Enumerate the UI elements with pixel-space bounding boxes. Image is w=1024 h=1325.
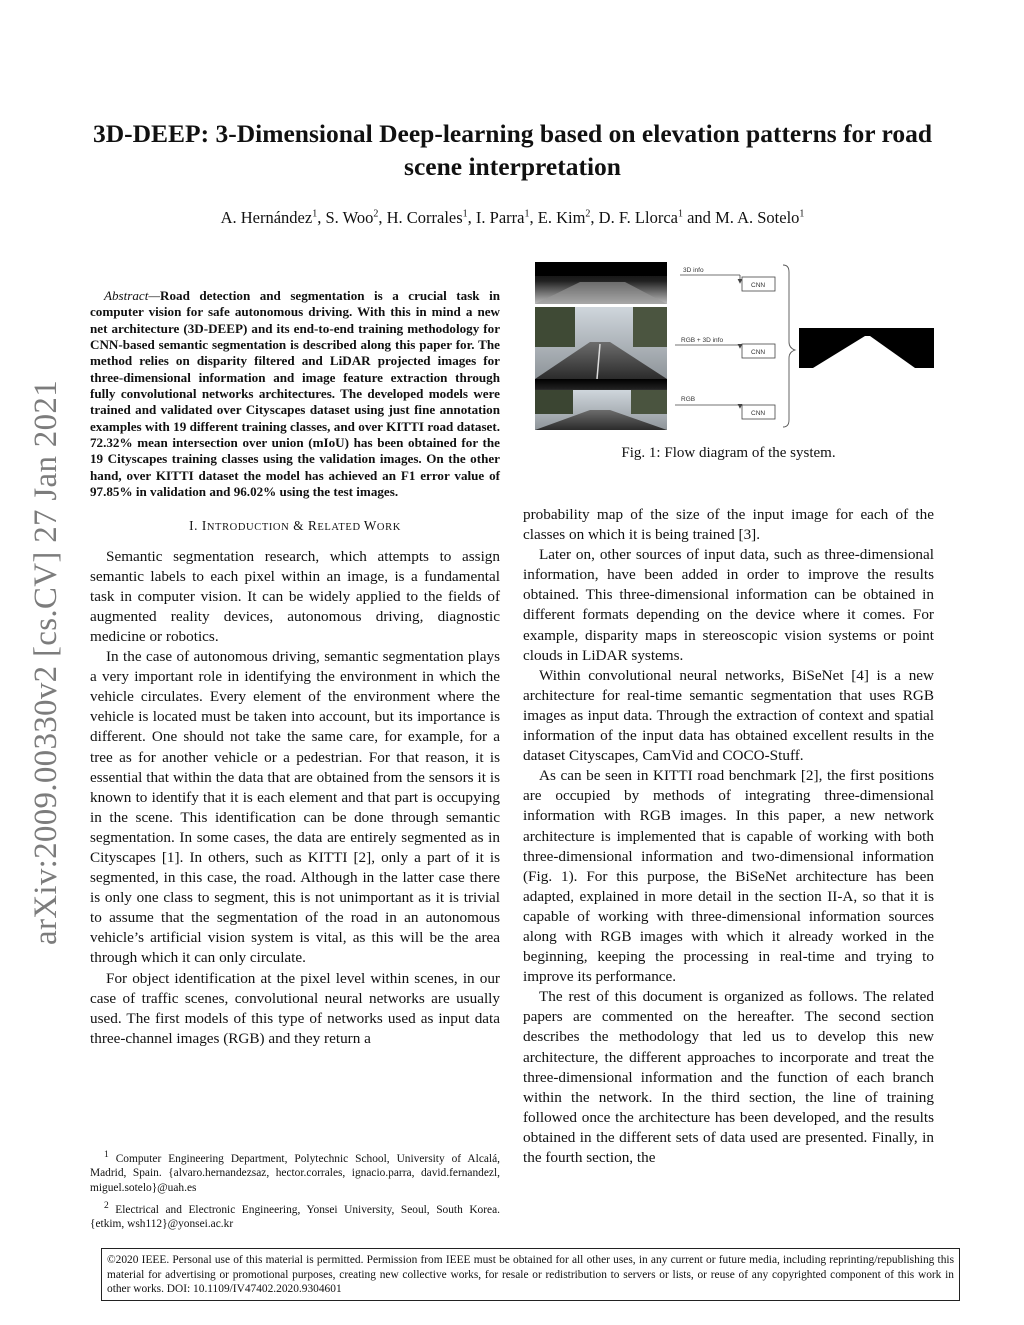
affiliation-mark: 1 — [524, 208, 530, 220]
paragraph: Semantic segmentation research, which attempts to assign semantic labels to each pixel within an image, is a fundamental task in computer vision. It can be widely applied to the fields of augmented reality devices, autonomous driving, diagnostic medicine or robotics. — [90, 547, 500, 645]
author-name: A. Hernández — [220, 208, 313, 227]
footnote: $^2$ Electrical and Electronic Engineering, Yonsei University, Seoul, South Korea. {etkim, wsh112}@yonsei.ac.kr — [90, 1200, 500, 1230]
rgb-3d-image — [535, 307, 667, 401]
footnotes — [90, 1148, 500, 1235]
affiliation-mark: 1 — [677, 208, 683, 220]
paragraph: For object identification at the pixel level within scenes, in our case of traffic scenes, convolutional neural networks are usually used. The first models of this type of networks used as input data three-channel images (RGB) and they return a — [90, 969, 500, 1047]
flow-diagram-figure — [535, 262, 935, 430]
arxiv-identifier: arXiv:2009.00330v2 [cs.CV] 27 Jan 2021 — [28, 379, 64, 945]
right-column — [523, 505, 934, 1168]
abstract-label: Abstract— — [104, 288, 161, 303]
label-rgb: RGB — [681, 396, 696, 403]
abstract — [90, 288, 500, 500]
affiliation-mark: 1 — [462, 208, 468, 220]
section-heading: I. INTRODUCTION & RELATED WORK — [189, 518, 401, 534]
author-name: D. F. Llorca — [598, 208, 678, 227]
svg-text:CNN: CNN — [751, 349, 766, 356]
figure-caption: Fig. 1: Flow diagram of the system. — [621, 445, 836, 461]
paragraph: The rest of this document is organized as follows. The related papers are commented on the hereafter. The second section describes the methodology that led us to develop this new architecture, the different approaches to incorporate and treat the three-dimensional information and the function of each branch within the network. In the third section, the line of training followed once the architecture has been developed, and the results obtained in the different sets of data used are presented. Finally, in the fourth section, the — [523, 988, 934, 1166]
paragraph: Later on, other sources of input data, such as three-dimensional information, have been added in order to improve the results obtained. This three-dimensional information can be obtained in different formats depending on the device where it comes. For example, disparity maps in stereoscopic vision systems or point clouds in LiDAR systems. — [523, 546, 934, 664]
rgb-image — [535, 390, 667, 430]
paragraph: Within convolutional neural networks, BiSeNet [4] is a new architecture for real-time semantic segmentation that uses RGB images as input data. Through the extraction of context and spatial information of the input data has obtained excellent results in the dataset Cityscapes, CamVid and COCO-Stuff. — [523, 666, 934, 765]
svg-text:CNN: CNN — [751, 410, 766, 417]
paragraph: As can be seen in KITTI road benchmark [2], the first positions are occupied by methods of integrating three-dimensional information with RGB images. In this paper, a new network architecture is implemented that is capable of working with both three-dimensional information and two-dimensional information (Fig. 1). For this purpose, the BiSeNet architecture has been adapted, explained in more detail in the section II-A, so that it is capable of working with three-dimensional information sources along with RGB images with which it already worked in the beginning, keeping the processing in real-time and trying to improve its performance. — [523, 767, 934, 986]
output-segmentation — [799, 328, 934, 368]
author-name: E. Kim — [537, 208, 586, 227]
affiliation-mark: 2 — [585, 208, 591, 220]
author-name: I. Parra — [475, 208, 525, 227]
disparity-image — [535, 262, 667, 304]
affiliation-mark: 2 — [373, 208, 379, 220]
label-rgb-3d-info: RGB + 3D info — [681, 337, 724, 344]
affiliation-mark: 1 — [799, 208, 805, 220]
svg-text:CNN: CNN — [751, 282, 766, 289]
paper-title: 3D-DEEP: 3-Dimensional Deep-learning based on elevation patterns for road scene interpretation — [92, 119, 933, 181]
affiliation-mark: 1 — [312, 208, 318, 220]
author-name: H. Corrales — [386, 208, 463, 227]
footnote: $^1$ Computer Engineering Department, Polytechnic School, University of Alcalá, Madrid, Spain. {alvaro.hernandezsaz, hector.corrales, ignacio.parra, david.fernandezl, miguel.sotelo}@uah.es — [90, 1150, 500, 1194]
author-name: M. A. Sotelo — [715, 208, 800, 227]
label-3d-info: 3D info — [683, 267, 704, 274]
paragraph: In the case of autonomous driving, semantic segmentation plays a very important role in identifying the environment in which the vehicle circulates. Every element of the environment where the vehicle is located must be taken into account, but its importance is different. One should not take the same care, for example, for a tree as for another vehicle or a pedestrian. For that reason, it is essential that within the data that are obtained from the sensors it is known to identify that it is each element and that part is occupying in the scene. This identification can be done through semantic segmentation. In some cases, the data are entirely segmented as in Cityscapes [1]. In others, such as KITTI [2], only a part of it is segmented, in this case, the road. Although in the latter case there is only one class to segment, this is not unimportant as it is trivial to assume that the segmentation of the road in an autonomous vehicle’s artificial vision system is vital, as this will be the area through which it can only circulate. — [90, 648, 500, 967]
paragraph: probability map of the size of the input image for each of the classes on which it is being trained [3]. — [523, 506, 934, 544]
author-list: A. Hernández$^1$, S. Woo$^2$, H. Corrales$^1$, I. Parra$^1$, E. Kim$^2$, D. F. Llorca$^1$ and M. A. Sotelo$^1$ — [220, 208, 805, 227]
author-name: S. Woo — [325, 208, 374, 227]
abstract-text: Road detection and segmentation is a crucial task in computer vision for safe autonomous driving. With this in mind a new net architecture (3D-DEEP) and its end-to-end training methodology for CNN-based semantic segmentation is described along this paper for. The method relies on disparity filtered and LiDAR projected images for three-dimensional information and image feature extraction through fully convolutional networks architectures. The developed models were trained and validated over Cityscapes dataset using just fine annotation examples with 19 different training classes, and over KITTI road dataset. 72.32% mean intersection over union (mIoU) has been obtained for the 19 Cityscapes training classes using the validation images. On the other hand, over KITTI dataset the model has achieved an F1 error value of 97.85% in validation and 96.02% using the test images. — [90, 288, 500, 500]
copyright-notice: ©2020 IEEE. Personal use of this material is permitted. Permission from IEEE must be obtained for all other uses, in any current or future media, including reprinting/republishing this material for advertising or promotional purposes, creating new collective works, for resale or redistribution to servers or lists, or reuse of any copyrighted component of this work in other works. DOI: 10.1109/IV47402.2020.9304601 — [101, 1248, 960, 1301]
left-column — [90, 288, 500, 1049]
